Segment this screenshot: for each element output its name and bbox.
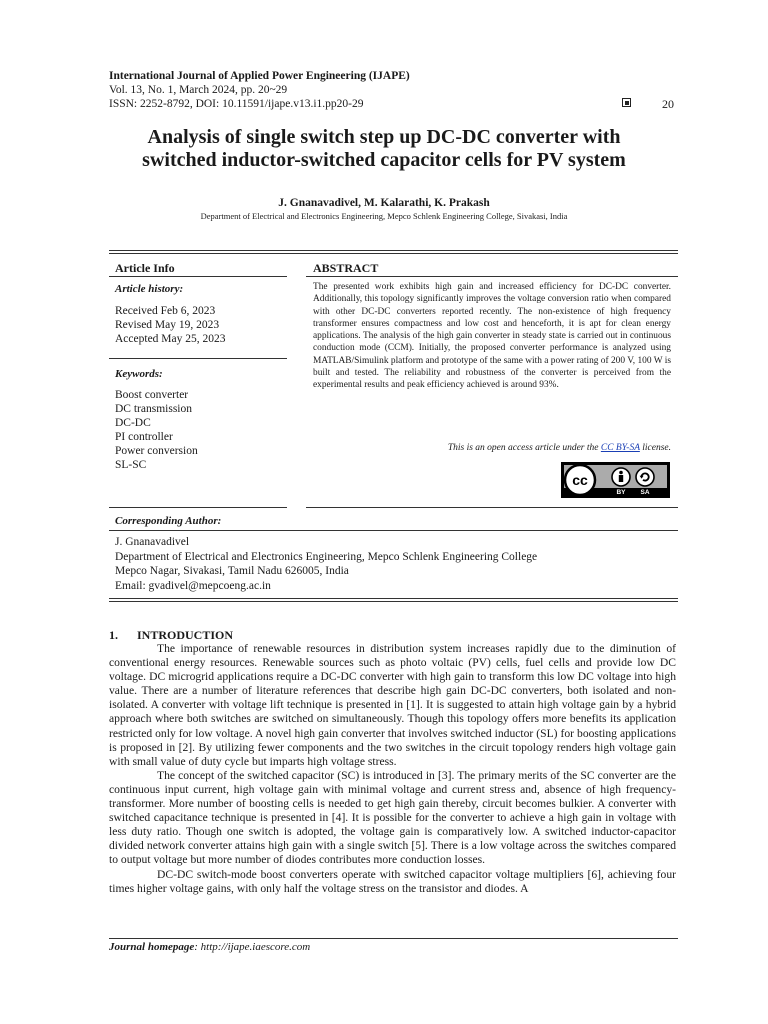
article-info-rule: [109, 276, 287, 277]
abstract-rule: [306, 276, 678, 277]
cc-text: cc: [572, 472, 588, 488]
corresponding-details: [115, 535, 537, 593]
corresponding-name: J. Gnanavadivel: [115, 536, 190, 548]
top-rule-1: [109, 250, 678, 251]
abstract-bottom-rule: [306, 507, 678, 508]
keywords-list: [115, 388, 198, 472]
keywords-rule: [109, 507, 287, 508]
open-access-prefix: This is an open access article under the: [447, 443, 601, 453]
top-rule-2: [109, 253, 678, 254]
journal-volume: Vol. 13, No. 1, March 2024, pp. 20~29: [109, 84, 288, 96]
abstract-heading: ABSTRACT: [313, 261, 379, 275]
paper-title: [90, 126, 678, 172]
corresponding-rule: [109, 530, 678, 531]
journal-issn: ISSN: 2252-8792, DOI: 10.11591/ijape.v13.i1.pp20-29: [109, 98, 364, 110]
section-number: 1.: [109, 628, 118, 642]
history-rule: [109, 358, 287, 359]
corresponding-email[interactable]: Email: gvadivel@mepcoeng.ac.in: [115, 579, 271, 592]
keyword: DC-DC: [115, 417, 151, 429]
authors: J. Gnanavadivel, M. Kalarathi, K. Prakash: [278, 197, 490, 209]
history-received: Received Feb 6, 2023: [115, 305, 216, 317]
keyword: Boost converter: [115, 389, 189, 401]
history-list: [115, 304, 226, 346]
corresponding-heading: Corresponding Author:: [115, 515, 222, 527]
keyword: SL-SC: [115, 459, 147, 471]
open-access-statement: [313, 443, 671, 453]
keyword: DC transmission: [115, 403, 192, 415]
journal-homepage: [109, 941, 310, 953]
keyword: PI controller: [115, 431, 173, 443]
paragraph: DC-DC switch-mode boost converters operate with switched capacitor voltage multipliers [6], achieving four times higher voltage gains, with only half the voltage stress on the transistor and diodes. A: [109, 867, 676, 895]
corresponding-bottom-rule-2: [109, 601, 678, 602]
homepage-url[interactable]: : http://ijape.iaescore.com: [194, 941, 311, 953]
corresponding-dept: Department of Electrical and Electronics Engineering, Mepco Schlenk Engineering College: [115, 550, 538, 563]
article-info-heading: Article Info: [115, 261, 175, 275]
journal-name: International Journal of Applied Power Engineering (IJAPE): [109, 70, 410, 82]
license-link[interactable]: CC BY-SA: [600, 443, 640, 453]
intro-body: [109, 642, 676, 896]
affiliation: Department of Electrical and Electronics Engineering, Mepco Schlenk Engineering College, Sivakasi, India: [200, 211, 568, 221]
corresponding-address: Mepco Nagar, Sivakasi, Tamil Nadu 626005, India: [115, 565, 349, 577]
paragraph: The importance of renewable resources in distribution system increases rapidly due to the diminution of conventional energy resources. Renewable sources such as photo voltaic (PV) cells, fuel cells and provide low DC voltage. DC microgrid applications require a DC-DC converter with high gain to transform this low DC voltage into high value. There are a number of literature references that describe high gain DC-DC converters, both isolated and non-isolated. A converter with voltage lift technique is presented in [1]. It is suggested to attain high voltage gain by a hybrid approach where both switches are switched on simultaneously. Though this topology offers more benefits its application restricted only for low voltage. A novel high gain converter that involves switched inductor (SL) for boosting applications is proposed in [2]. By utilizing fewer components and the two switches in the circuit topology renders high voltage gain with small value of duty cycle but imparts high voltage stress.: [109, 642, 676, 768]
section-title: INTRODUCTION: [137, 628, 234, 642]
sa-share-icon: [636, 468, 654, 486]
page-number: 20: [662, 97, 674, 111]
keywords-heading: Keywords:: [115, 368, 163, 380]
by-label: BY: [616, 489, 626, 496]
page-marker-icon: [622, 98, 631, 107]
open-access-suffix: license.: [639, 443, 671, 453]
sa-label: SA: [640, 489, 650, 496]
abstract-text: The presented work exhibits high gain and increased efficiency for DC-DC converter. Additionally, this topology significantly improves the voltage conversion ratio when compared with other DC-DC converters reported recently. The non-existence of high frequency transformer ensures compactness and low cost and henceforth, it is apt for clean energy applications. The analysis of the high gain converter in steady state is carried out in continuous conduction mode (CCM). Initially, the proposed converter performance is analyzed using MATLAB/Simulink platform and prototype of the same with a power rating of 200 V, 100 W is built and tested. The reliability and robustness of the converter is perceived from the experimental results and peak efficiency achieved is around 93%.: [313, 282, 671, 391]
title-line-2: switched inductor-switched capacitor cells for PV system: [142, 149, 626, 171]
keyword: Power conversion: [115, 445, 198, 457]
cc-by-sa-badge-icon[interactable]: [561, 462, 670, 498]
history-revised: Revised May 19, 2023: [115, 319, 220, 331]
history-accepted: Accepted May 25, 2023: [115, 333, 226, 345]
history-heading: Article history:: [115, 283, 184, 295]
corresponding-bottom-rule-1: [109, 598, 678, 599]
homepage-label: Journal homepage: [109, 941, 195, 953]
paragraph: The concept of the switched capacitor (SC) is introduced in [3]. The primary merits of the SC converter are the continuous input current, high voltage gain with minimal voltage and current stress and, absence of high frequency-transformer. More number of boosting cells is needed to get high gain thereby, circuit becomes bulkier. A converter with switched capacitance technique is presented in [4]. It is possible for the converter to achieve a high gain in voltage with less duty ratio. Though one switch is adopted, the voltage gain is comparatively low. A switched inductor-capacitor divided network converter attains high gain with a single switch [5]. There is a low voltage across the switches compared to output voltage but more number of diodes contributes more conduction losses.: [109, 768, 676, 867]
footer-rule: [109, 938, 678, 939]
section-heading: [109, 628, 233, 643]
title-line-1: Analysis of single switch step up DC-DC converter with: [147, 126, 621, 148]
